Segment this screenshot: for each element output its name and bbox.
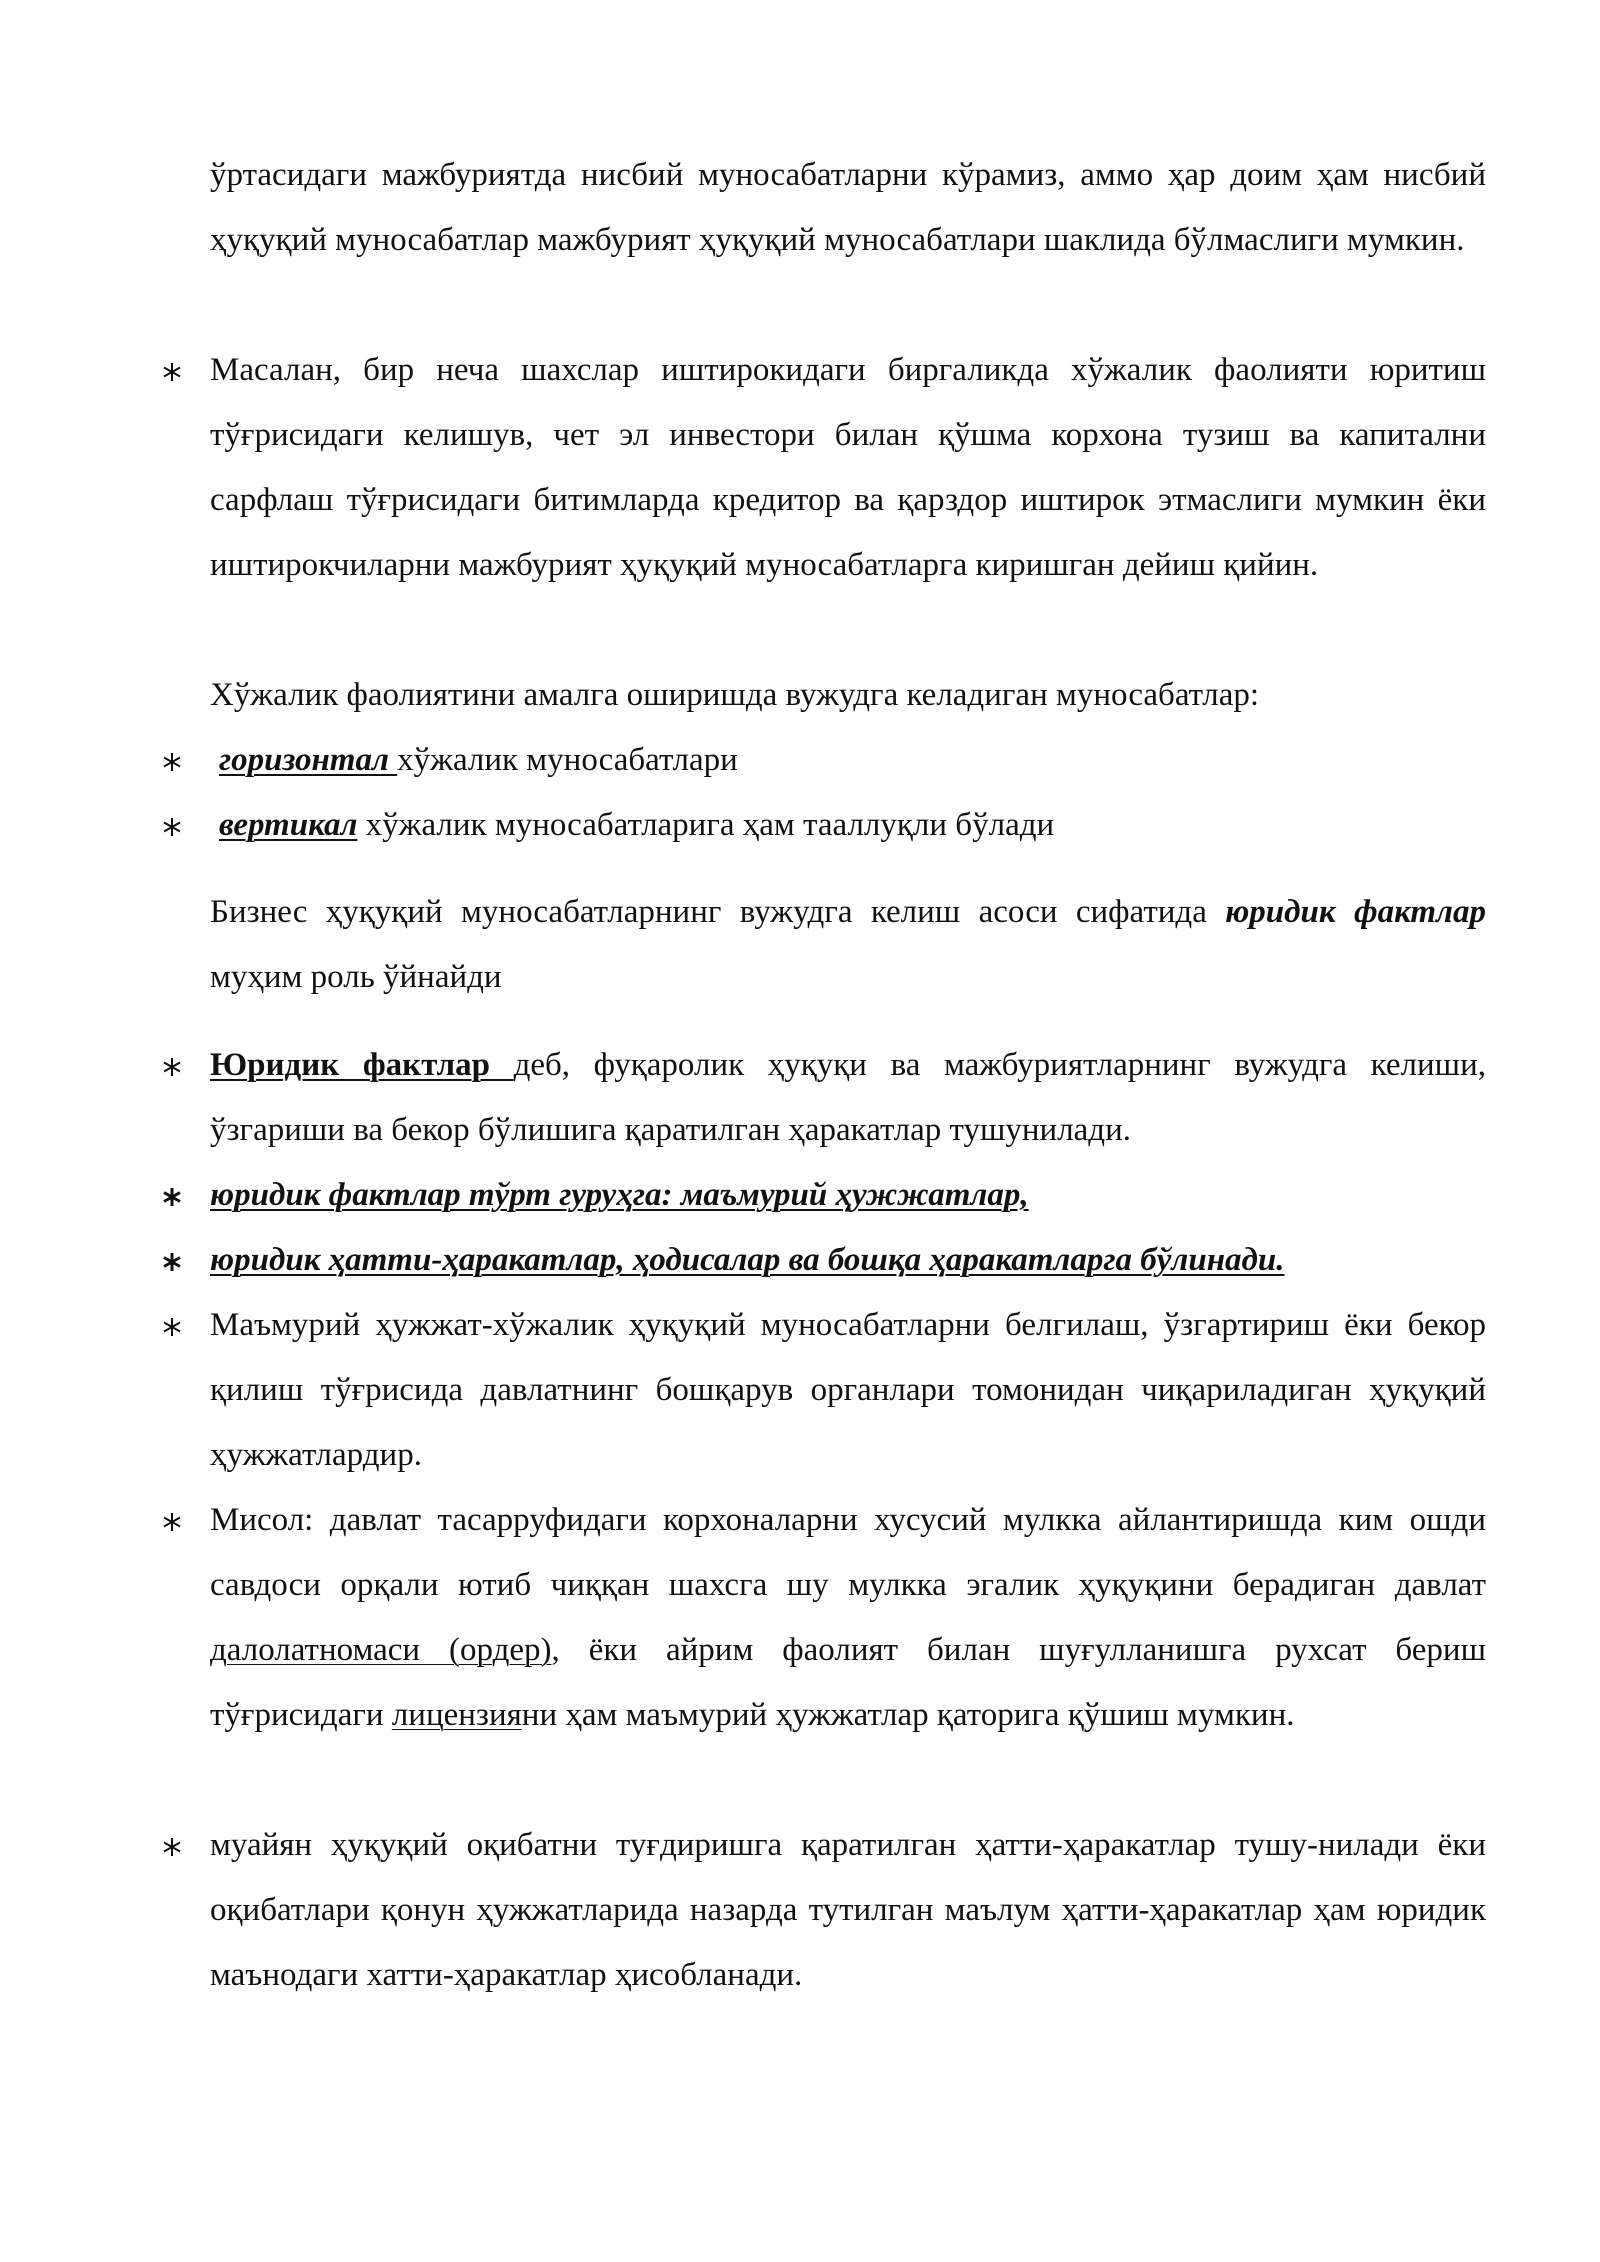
term-vertical: вертикал — [219, 807, 358, 843]
bullet-horizontal — [210, 728, 1486, 793]
bullet-star-icon — [161, 1315, 183, 1339]
term-legal-facts: юридик фактлар — [1225, 894, 1486, 930]
bullet-star-bold-icon — [161, 1185, 183, 1209]
paragraph-continuation — [210, 143, 1486, 273]
bullet-administrative-document — [210, 1293, 1486, 1488]
emphasis-text: юридик фактлар тўрт гуруҳга: маъмурий ҳужжатлар, — [210, 1177, 1029, 1213]
bullet-star-icon — [161, 815, 183, 839]
bullet-groups — [210, 1163, 1486, 1228]
bullet-star-icon — [161, 1055, 183, 1079]
paragraph-text: ни ҳам маъмурий ҳужжатлар қаторига қўшиш мумкин. — [521, 1697, 1295, 1733]
emphasis-text: юридик ҳатти-ҳаракатлар, ҳодисалар ва бошқа ҳаракатларга бўлинади. — [210, 1242, 1285, 1278]
bullet-paragraph — [210, 338, 1486, 598]
bullet-example — [210, 1488, 1486, 1748]
paragraph-text: Масалан, бир неча шахслар иштирокидаги биргаликда хўжалик фаолияти юритиш тўғрисидаги келишув, чет эл инвестори билан қўшма корхона тузиш ва капитални сарфлаш тўғрисидаги битимларда кредитор ва қарздор иштирок этмаслиги мумкин ёки иштирокчиларни мажбурият ҳуқуқий муносабатларга киришган дейиш қийин. — [210, 352, 1486, 583]
bullet-star-bold-icon — [161, 1250, 183, 1274]
paragraph-text: Хўжалик фаолиятини амалга оширишда вужудга келадиган муносабатлар: — [210, 677, 1260, 713]
bullet-definition — [210, 1033, 1486, 1163]
paragraph-text: Бизнес ҳуқуқий муносабатларнинг вужудга келиш асоси сифатида — [210, 894, 1226, 930]
paragraph-text: хўжалик муносабатларига ҳам тааллуқли бўлади — [357, 807, 1055, 843]
paragraph-heading — [210, 663, 1486, 728]
paragraph-text: хўжалик муносабатлари — [397, 742, 738, 778]
paragraph-legal-facts-intro — [210, 880, 1486, 1010]
bullet-star-icon — [161, 360, 183, 384]
bullet-legal-actions — [210, 1813, 1486, 2008]
term-legal-facts-bold: Юридик фактлар — [210, 1047, 514, 1083]
term-horizontal: горизонтал — [219, 742, 398, 778]
paragraph-text: муайян ҳуқуқий оқибатни туғдиришга қаратилган ҳатти-ҳаракатлар тушу-нилади ёки оқибатлари қонун ҳужжатларида назарда тутилган маълум ҳатти-ҳаракатлар ҳам юридик маънодаги хатти-ҳаракатлар ҳисобланади. — [210, 1827, 1486, 1993]
paragraph-text: , ёки айрим фаолият билан шуғулланишга рухсат бериш тўғрисидаги — [210, 1632, 1486, 1733]
underlined-term-license: лицензия — [391, 1697, 522, 1733]
bullet-vertical — [210, 793, 1486, 858]
paragraph-text: муҳим роль ўйнайди — [210, 959, 502, 995]
bullet-star-icon — [161, 1835, 183, 1859]
paragraph-text: ўртасидаги мажбуриятда нисбий муносабатларни кўрамиз, аммо ҳар доим ҳам нисбий ҳуқуқий муносабатлар мажбурият ҳуқуқий муносабатлари шаклида бўлмаслиги мумкин. — [210, 157, 1486, 258]
bullet-star-icon — [161, 1510, 183, 1534]
paragraph-text: Мисол: давлат тасарруфидаги корхоналарни хусусий мулкка айлантиришда ким ошди савдоси орқали ютиб чиққан шахсга шу мулкка эгалик ҳуқуқини берадиган давлат — [210, 1502, 1486, 1603]
bullet-groups-continued — [210, 1228, 1486, 1293]
bullet-star-icon — [161, 750, 183, 774]
underlined-term-order: далолатномаси (ордер) — [210, 1632, 552, 1668]
paragraph-text: деб, фуқаролик ҳуқуқи ва мажбуриятларнинг вужудга келиши, ўзгариши ва бекор бўлишига қаратилган ҳаракатлар тушунилади. — [210, 1047, 1486, 1148]
paragraph-text: Маъмурий ҳужжат-хўжалик ҳуқуқий муносабатларни белгилаш, ўзгартириш ёки бекор қилиш тўғрисида давлатнинг бошқарув органлари томонидан чиқариладиган ҳуқуқий ҳужжатлардир. — [210, 1307, 1486, 1473]
